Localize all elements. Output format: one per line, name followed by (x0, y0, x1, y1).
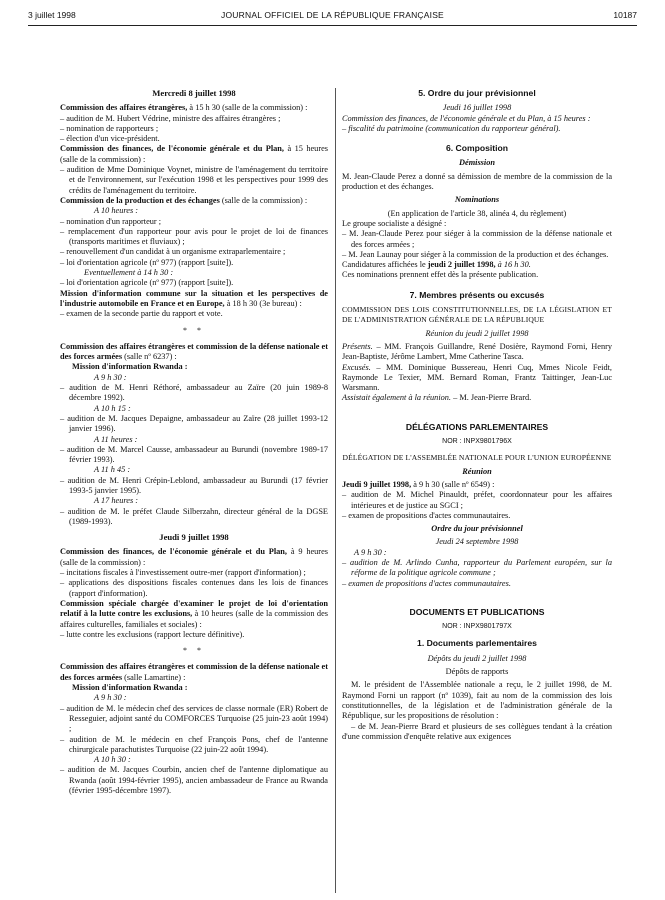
committee-entry: Commission des affaires étrangères et commission de la défense nationale et des forces armées (salle Lamartine) : (60, 662, 328, 682)
commission-name: COMMISSION DES LOIS CONSTITUTIONNELLES, DE LA LÉGISLATION ET DE L'ADMINISTRATION GÉNÉRALE DE LA RÉPUBLIQUE (342, 305, 612, 325)
committee-entry: Commission des finances, de l'économie générale et du Plan, à 9 heures (salle de la commission) : (60, 547, 328, 567)
paragraph: M. le président de l'Assemblée nationale a reçu, le 2 juillet 1998, de M. Raymond Forni un rapport (nº 1039), fait au nom de la commission des lois constitutionnelles, de la législation et de l'administration générale de la République, sur les propositions de résolution : (342, 680, 612, 721)
date-heading-wednesday: Mercredi 8 juillet 1998 (152, 88, 236, 98)
agenda-item: – audition de M. Hubert Védrine, ministre des affaires étrangères ; (60, 113, 281, 123)
agenda-item: – audition de M. Jacques Courbin, ancien chef de l'antenne diplomatique au Rwanda (août 1994-février 1995), ancien ambassadeur de France au Rwanda (février 1995-décembre 1997). (60, 765, 328, 795)
subsection-heading: Nominations (454, 195, 500, 205)
paragraph: Le groupe socialiste a désigné : (342, 218, 447, 228)
mission-heading: Mission d'information Rwanda : (72, 362, 188, 372)
section-date: Dépôts du jeudi 2 juillet 1998 (427, 653, 527, 663)
header-title: JOURNAL OFFICIEL DE LA RÉPUBLIQUE FRANÇAISE (221, 10, 444, 20)
committee-entry: Commission des finances, de l'économie générale et du Plan, à 15 heures : (342, 113, 591, 123)
section-heading: 1. Documents parlementaires (417, 638, 537, 649)
subsection-heading: Démission (459, 158, 495, 168)
section-heading: DOCUMENTS ET PUBLICATIONS (409, 606, 545, 617)
agenda-item: – applications des dispositions fiscales contenues dans les lois de finances (rapport d'information). (60, 578, 328, 598)
agenda-item: – audition de M. Marcel Causse, ambassadeur au Burundi (novembre 1989-17 février 1993). (60, 444, 328, 465)
agenda-item: – incitations fiscales à l'investissement outre-mer (rapport d'information) ; (60, 568, 306, 578)
time-label: A 9 h 30 : (94, 372, 127, 382)
paragraph: Excusés. – MM. Dominique Bussereau, Henri Cuq, Mmes Nicole Feidt, Raymonde Le Texier, MM. Bernard Roman, Frantz Taittinger, Jean-Luc Warsmann. (342, 362, 612, 393)
paragraph: M. Jean-Claude Perez a donné sa démission de membre de la commission de la production et des échanges. (342, 171, 612, 192)
list-item: – examen de propositions d'actes communautaires. (342, 510, 511, 520)
time-label: A 9 h 30 : (354, 547, 387, 557)
paragraph: – de M. Jean-Pierre Brard et plusieurs de ses collègues tendant à la création d'une commission d'enquête relative aux exigences (342, 721, 612, 741)
subsection-heading: Ordre du jour prévisionnel (431, 524, 523, 534)
nor-reference: NOR : INPX9801796X (442, 438, 512, 446)
committee-entry: Commission spéciale chargée d'examiner le projet de loi d'orientation relatif à la lutte contre les exclusions, à 10 heures (salle de la commission des affaires culturelles, familiales et sociales) : (60, 598, 328, 629)
list-item: – M. Jean Launay pour siéger à la commission de la production et des échanges. (342, 249, 609, 259)
section-heading: 6. Composition (445, 143, 509, 154)
column-divider (335, 88, 336, 893)
time-label: A 17 heures : (94, 496, 139, 506)
page-header (28, 10, 637, 24)
agenda-item: – audition de M. le préfet Claude Silberzahn, directeur général de la DGSE (1989-1993). (60, 506, 328, 526)
section-heading: DÉLÉGATIONS PARLEMENTAIRES (405, 421, 549, 432)
agenda-item: – audition de Mme Dominique Voynet, ministre de l'aménagement du territoire et de l'environnement, sur l'exécution 1998 et les perspectives pour 1999 des crédits de l'aménagement du territoire. (60, 165, 328, 195)
section-heading: 5. Ordre du jour prévisionnel (418, 88, 536, 98)
separator-stars: * * (183, 646, 205, 656)
committee-entry: Mission d'information commune sur la situation et les perspectives de l'industrie automobile en France et en Europe, à 18 h 30 (3e bureau) : (60, 288, 328, 308)
subsection-heading: Dépôts de rapports (445, 667, 509, 677)
time-label: A 10 h 15 : (94, 403, 131, 413)
agenda-item: – audition de M. Henri Crépin-Leblond, ambassadeur au Burundi (17 février 1993-5 janvier 1995). (60, 475, 328, 495)
agenda-item: – élection d'un vice-président. (60, 134, 160, 144)
time-label: A 10 heures : (94, 206, 139, 216)
header-date: 3 juillet 1998 (28, 10, 76, 20)
nor-reference: NOR : INPX9801797X (442, 623, 512, 631)
time-label: A 9 h 30 : (94, 693, 127, 703)
agenda-item: – audition de M. le médecin en chef François Pons, chef de l'antenne chirurgicale parachutistes Turquoise (22 juin-22 août 1994). (60, 734, 328, 754)
subsection-heading: Réunion (462, 466, 492, 476)
committee-entry: Commission des finances, de l'économie générale et du Plan, à 15 heures (salle de la commission) : (60, 144, 328, 164)
committee-entry: Commission des affaires étrangères, à 15 h 30 (salle de la commission) : (60, 103, 308, 113)
agenda-item: – examen de la seconde partie du rapport et vote. (60, 309, 223, 319)
date-heading-thursday: Jeudi 9 juillet 1998 (159, 532, 229, 543)
paragraph: Ces nominations prennent effet dès la présente publication. (342, 270, 539, 280)
agenda-item: – audition de M. Jacques Depaigne, ambassadeur au Zaïre (28 juillet 1993-12 janvier 1996). (60, 413, 328, 434)
header-page-number: 10187 (613, 10, 637, 20)
delegation-name: DÉLÉGATION DE L'ASSEMBLÉE NATIONALE POUR L'UNION EUROPÉENNE (342, 453, 612, 463)
paragraph: Candidatures affichées le jeudi 2 juillet 1998, à 16 h 30. (342, 260, 531, 270)
paragraph: Présents. – MM. François Guillandre, René Dosière, Raymond Forni, Henry Jean-Baptiste, Jérôme Lambert, Mme Catherine Tasca. (342, 341, 612, 362)
header-rule (28, 25, 637, 26)
agenda-item: – lutte contre les exclusions (rapport lecture définitive). (60, 629, 245, 639)
agenda-item: – nomination de rapporteurs ; (60, 123, 159, 133)
separator-stars: * * (183, 325, 205, 335)
agenda-item: – loi d'orientation agricole (nº 977) (rapport [suite]). (60, 257, 234, 267)
agenda-item: – audition de M. le médecin chef des services de classe normale (ER) Robert de Resseguier, adjoint santé du COMFORCES Turquoise (25 juin-23 août 1994) ; (60, 703, 328, 734)
agenda-item: – fiscalité du patrimoine (communication du rapporteur général). (342, 123, 561, 133)
time-label: Eventuellement à 14 h 30 : (84, 268, 174, 278)
mission-schedule (60, 373, 328, 527)
paragraph: (En application de l'article 38, alinéa 4, du règlement) (387, 208, 567, 218)
agenda-item: – audition de M. Henri Réthoré, ambassadeur au Zaïre (20 juin 1989-8 décembre 1992). (60, 383, 328, 403)
mission-heading: Mission d'information Rwanda : (72, 683, 188, 693)
list-item: – audition de M. Michel Pinauldt, préfet, coordonnateur pour les affaires intérieures et de justice au SGCI ; (342, 490, 612, 510)
committee-entry: Commission de la production et des échanges (salle de la commission) : (60, 195, 308, 205)
agenda-item: – renouvellement d'un candidat à un organisme extraparlementaire ; (60, 247, 286, 257)
list-item: – audition de M. Arlindo Cunha, rapporteur du Parlement européen, sur la réforme de la politique agricole commune ; (342, 557, 612, 578)
agenda-item: – nomination d'un rapporteur ; (60, 216, 162, 226)
time-label: A 11 h 45 : (94, 465, 131, 475)
paragraph: Assistait également à la réunion. – M. Jean-Pierre Brard. (342, 393, 532, 403)
committee-entry: Commission des affaires étrangères et commission de la défense nationale et des forces armées (salle nº 6237) : (60, 341, 328, 362)
time-label: A 10 h 30 : (94, 755, 131, 765)
section-date: Réunion du jeudi 2 juillet 1998 (425, 328, 529, 338)
agenda-item: – loi d'orientation agricole (nº 977) (rapport [suite]). (60, 278, 234, 288)
time-label: A 11 heures : (94, 434, 138, 444)
paragraph: Jeudi 9 juillet 1998, à 9 h 30 (salle nº 6549) : (342, 479, 495, 489)
agenda-item: – remplacement d'un rapporteur pour avis pour le projet de loi de finances (transports maritimes et fluviaux) ; (60, 226, 328, 247)
list-item: – M. Jean-Claude Perez pour siéger à la commission de la défense nationale et des forces armées ; (342, 229, 612, 249)
section-date: Jeudi 24 septembre 1998 (435, 537, 519, 547)
section-heading: 7. Membres présents ou excusés (409, 289, 545, 300)
list-item: – examen de propositions d'actes communautaires. (342, 578, 511, 588)
left-column (60, 88, 328, 796)
section-date: Jeudi 16 juillet 1998 (442, 103, 512, 113)
right-column (342, 88, 612, 742)
